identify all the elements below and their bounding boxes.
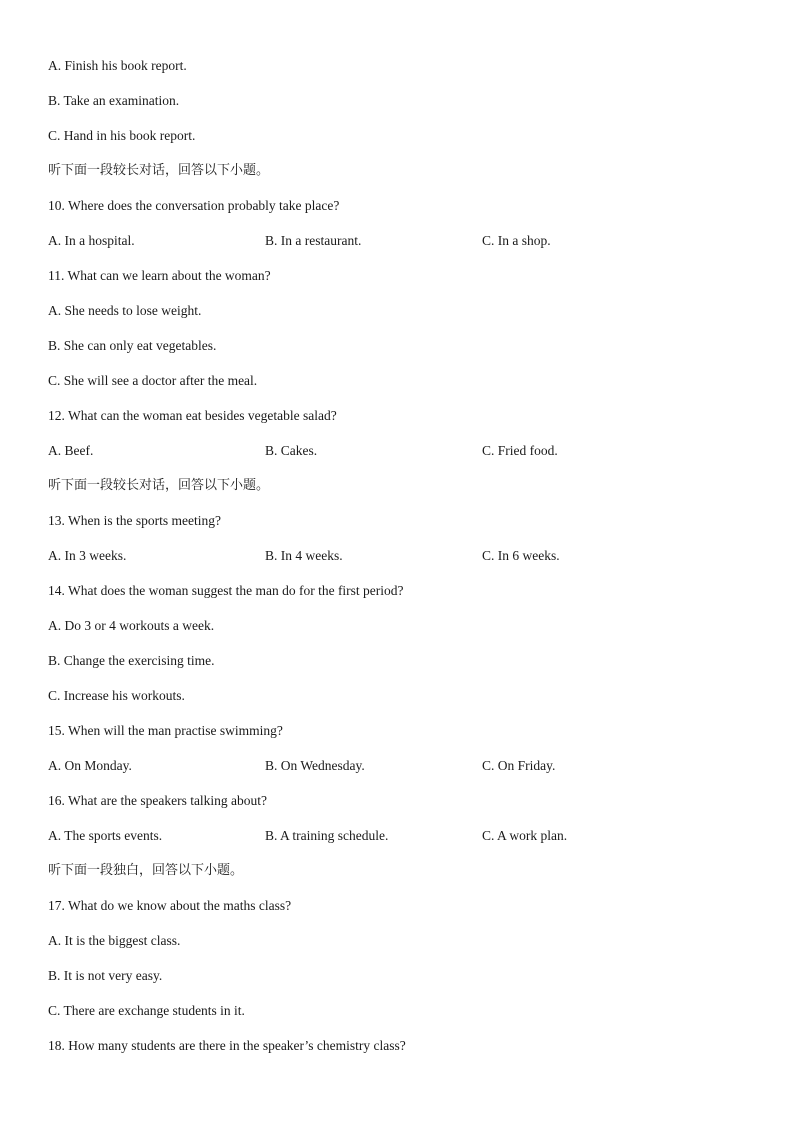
option-line: B. Change the exercising time.	[48, 653, 215, 668]
option-line: A. Finish his book report.	[48, 58, 187, 73]
option-line: B. It is not very easy.	[48, 968, 163, 983]
option-c: C. In 6 weeks.	[482, 548, 560, 563]
option-line: C. There are exchange students in it.	[48, 1003, 245, 1018]
document-page	[48, 56, 768, 1071]
option-line: A. Do 3 or 4 workouts a week.	[48, 618, 215, 633]
question-line: 17. What do we know about the maths class?	[48, 898, 292, 913]
option-line: A. It is the biggest class.	[48, 933, 181, 948]
question-line: 13. When is the sports meeting?	[48, 513, 221, 528]
option-b: B. A training schedule.	[265, 828, 389, 843]
section-instruction: 听下面一段较长对话，回答以下小题。	[48, 163, 270, 178]
question-line: 10. Where does the conversation probably take place?	[48, 198, 340, 213]
options-row	[48, 826, 768, 861]
option-b: B. Cakes.	[265, 443, 318, 458]
options-row	[48, 756, 768, 791]
option-line: B. Take an examination.	[48, 93, 180, 108]
options-row	[48, 231, 768, 266]
option-c: C. In a shop.	[482, 233, 551, 248]
option-a: A. Beef.	[48, 443, 94, 458]
option-c: C. Fried food.	[482, 443, 558, 458]
option-c: C. A work plan.	[482, 828, 568, 843]
option-line: C. She will see a doctor after the meal.	[48, 373, 258, 388]
option-line: B. She can only eat vegetables.	[48, 338, 217, 353]
option-a: A. The sports events.	[48, 828, 163, 843]
option-b: B. In 4 weeks.	[265, 548, 343, 563]
option-c: C. On Friday.	[482, 758, 556, 773]
question-line: 18. How many students are there in the speaker’s chemistry class?	[48, 1038, 406, 1053]
section-instruction: 听下面一段较长对话，回答以下小题。	[48, 478, 270, 493]
option-line: C. Hand in his book report.	[48, 128, 196, 143]
question-line: 11. What can we learn about the woman?	[48, 268, 271, 283]
option-a: A. In 3 weeks.	[48, 548, 127, 563]
option-b: B. On Wednesday.	[265, 758, 365, 773]
option-b: B. In a restaurant.	[265, 233, 362, 248]
question-line: 15. When will the man practise swimming?	[48, 723, 283, 738]
section-instruction: 听下面一段独白，回答以下小题。	[48, 863, 244, 878]
option-line: C. Increase his workouts.	[48, 688, 185, 703]
option-a: A. In a hospital.	[48, 233, 135, 248]
question-line: 14. What does the woman suggest the man do for the first period?	[48, 583, 404, 598]
question-line: 12. What can the woman eat besides vegetable salad?	[48, 408, 337, 423]
question-line: 16. What are the speakers talking about?	[48, 793, 268, 808]
options-row	[48, 546, 768, 581]
option-line: A. She needs to lose weight.	[48, 303, 202, 318]
options-row	[48, 441, 768, 476]
option-a: A. On Monday.	[48, 758, 132, 773]
